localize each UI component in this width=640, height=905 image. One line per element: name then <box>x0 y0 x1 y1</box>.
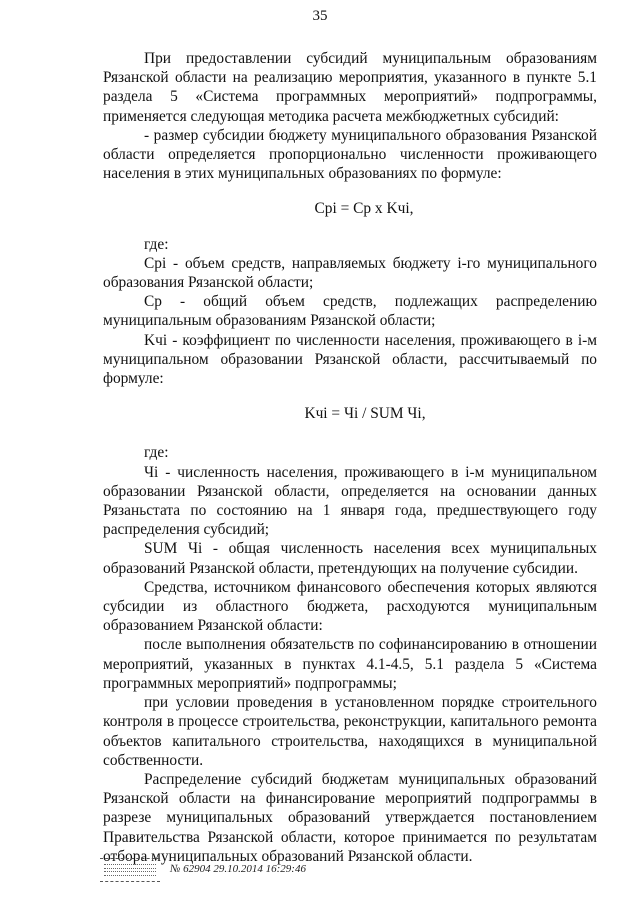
definition-cp: Cp - общий объем средств, подлежащих распределению муниципальным образованиям Рязанской области; <box>103 293 597 330</box>
document-stamp-icon <box>100 858 160 882</box>
formula-cpi: Cpi = Cp x Kчi, <box>314 200 414 218</box>
paragraph-funds-usage: Средства, источником финансового обеспечения которых являются субсидии из областного бюджета, расходуются муниципальным образованием Рязанской области: <box>103 578 597 635</box>
document-footer <box>100 858 306 882</box>
definition-sum-chi: SUM Чi - общая численность населения всех муниципальных образований Рязанской области, претендующих на получение субсидии. <box>103 540 597 577</box>
paragraph-intro: При предоставлении субсидий муниципальным образованиям Рязанской области на реализацию мероприятия, указанного в пункте 5.1 раздела 5 «Система программных мероприятий» подпрограммы, применяется следующая методика расчета межбюджетных субсидий: <box>103 50 597 125</box>
paragraph-subsidy-size: - размер субсидии бюджету муниципального образования Рязанской области определяется пропорционально численности проживающего населения в этих муниципальных образованиях по формуле: <box>103 126 597 183</box>
where-label-2: где: <box>144 444 169 462</box>
definition-chi: Чi - численность населения, проживающего в i-м муниципальном образовании Рязанской области, определяется на основании данных Рязаньстата по состоянию на 1 января года, предшествующего году распределения субсидий; <box>103 463 597 539</box>
paragraph-cofinancing-condition: после выполнения обязательств по софинансированию в отношении мероприятий, указанных в пунктах 4.1-4.5, 5.1 раздела 5 «Система программных мероприятий» подпрограммы; <box>103 636 597 692</box>
formula-kchi: Kчi = Чi / SUM Чi, <box>304 405 426 423</box>
definition-cpi: Cpi - объем средств, направляемых бюджету i-го муниципального образования Рязанской области; <box>103 254 597 292</box>
paragraph-distribution: Распределение субсидий бюджетам муниципальных образований Рязанской области на финансирование мероприятий подпрограммы в разрезе муниципальных образований утверждается постановлением Правительства Рязанской области, которое принимается по результатам отбора муниципальных образований Рязанской области. <box>103 770 597 865</box>
registration-reference: № 62904 29.10.2014 16:29:46 <box>170 863 306 876</box>
page-number: 35 <box>312 8 328 24</box>
paragraph-construction-control: при условии проведения в установленном порядке строительного контроля в процессе строительства, реконструкции, капитального ремонта объектов капитального строительства, находящихся в муниципальной собственности. <box>103 694 597 769</box>
where-label: где: <box>144 235 169 253</box>
document-body <box>103 49 597 866</box>
definition-kchi: Kчi - коэффициент по численности населения, проживающего в i-м муниципальном образовании Рязанской области, рассчитываемый по формуле: <box>103 331 597 388</box>
